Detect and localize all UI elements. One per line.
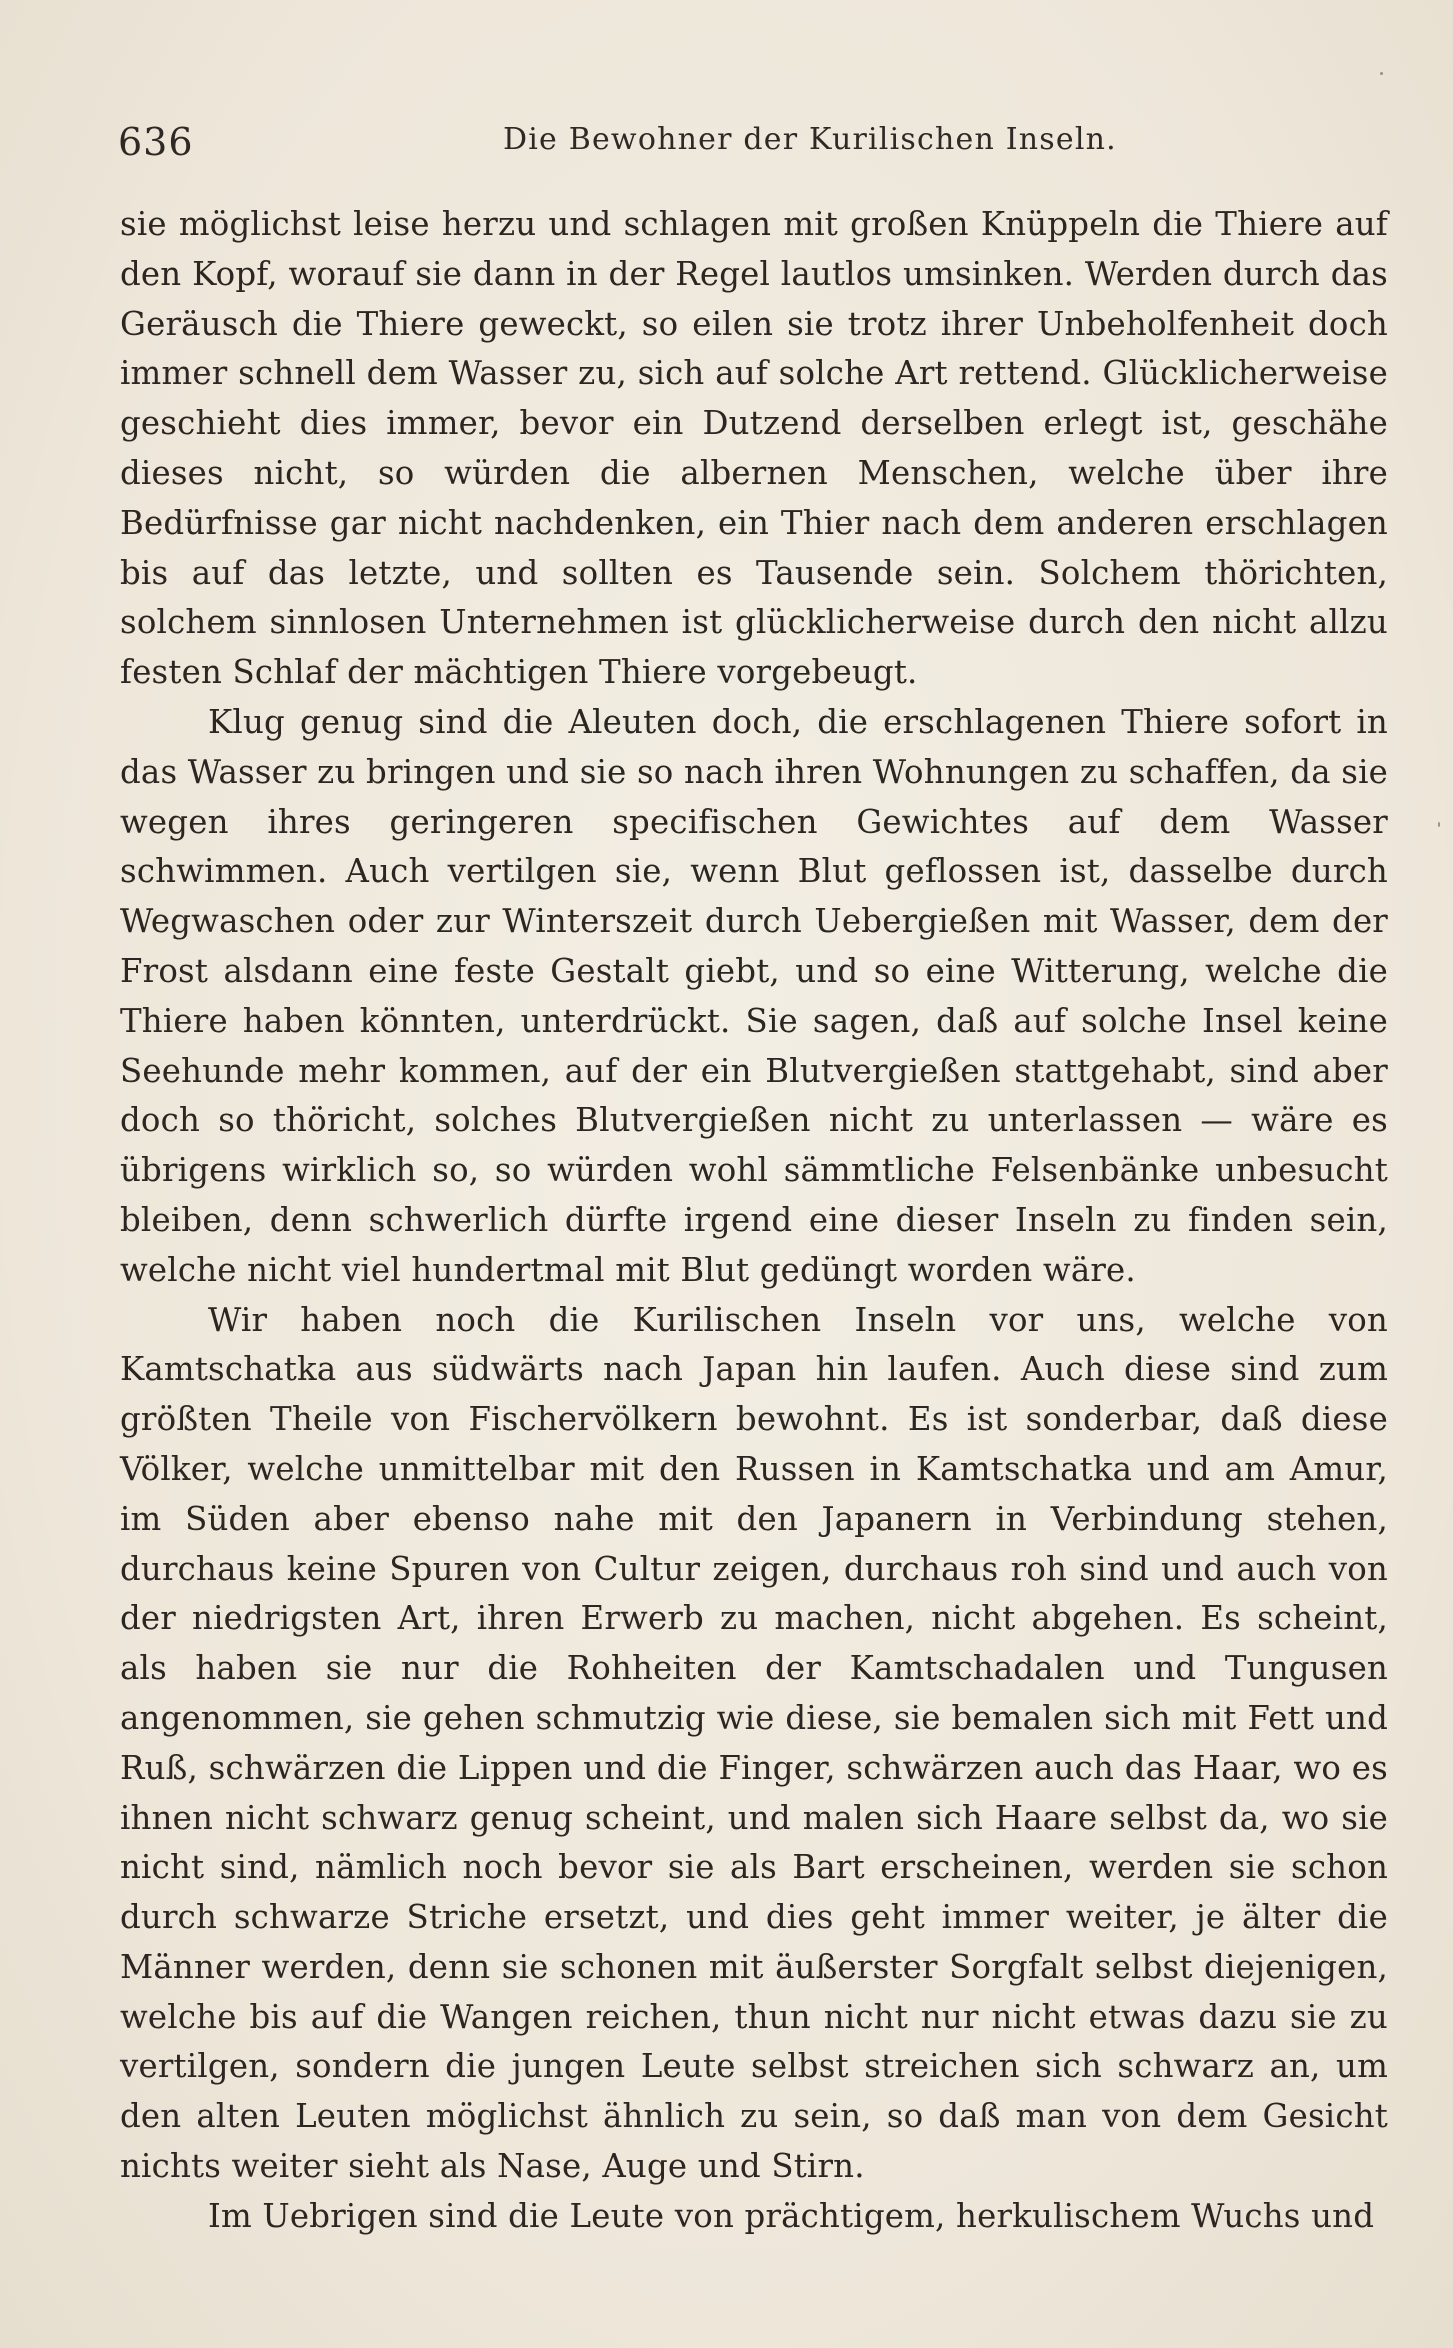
paper-speck xyxy=(1380,72,1383,75)
paragraph-1: sie möglichst leise herzu und schlagen mit großen Knüppeln die Thiere auf den Kopf, worauf sie dann in der Regel lautlos umsinken. Werden durch das Geräusch die Thiere geweckt, so eilen sie trotz ihrer Unbeholfenheit doch immer schnell dem Wasser zu, sich auf solche Art rettend. Glücklicherweise geschieht dies immer, bevor ein Dutzend derselben erlegt ist, geschähe dieses nicht, so würden die albernen Menschen, welche über ihre Bedürfnisse gar nicht nachdenken, ein Thier nach dem anderen erschlagen bis auf das letzte, und sollten es Tausende sein. Solchem thörichten, solchem sinnlosen Unternehmen ist glücklicherweise durch den nicht allzu festen Schlaf der mächtigen Thiere vorgebeugt. xyxy=(120,205,1388,692)
page-header xyxy=(118,118,1330,168)
running-title: Die Bewohner der Kurilischen Inseln. xyxy=(503,122,1117,157)
paragraph-4: Im Uebrigen sind die Leute von prächtigem, herkulischem Wuchs und xyxy=(208,2196,1375,2235)
body-text xyxy=(120,200,1388,2242)
page-number: 636 xyxy=(118,120,194,164)
paragraph-3: Wir haben noch die Kurilischen Inseln vor uns, welche von Kamtschatka aus südwärts nach Japan hin laufen. Auch diese sind zum größten Theile von Fischervölkern bewohnt. Es ist sonderbar, daß diese Völker, welche unmittelbar mit den Russen in Kamtschatka und am Amur, im Süden aber ebenso nahe mit den Japanern in Verbindung stehen, durchaus keine Spuren von Cultur zeigen, durchaus roh sind und auch von der niedrigsten Art, ihren Erwerb zu machen, nicht abgehen. Es scheint, als haben sie nur die Rohheiten der Kamtschadalen und Tungusen angenommen, sie gehen schmutzig wie diese, sie bemalen sich mit Fett und Ruß, schwärzen die Lippen und die Finger, schwärzen auch das Haar, wo es ihnen nicht schwarz genug scheint, und malen sich Haare selbst da, wo sie nicht sind, nämlich noch bevor sie als Bart erscheinen, werden sie schon durch schwarze Striche ersetzt, und dies geht immer weiter, je älter die Männer werden, denn sie schonen mit äußerster Sorgfalt selbst diejenigen, welche bis auf die Wangen reichen, thun nicht nur nicht etwas dazu sie zu vertilgen, sondern die jungen Leute selbst streichen sich schwarz an, um den alten Leuten möglichst ähnlich zu sein, so daß man von dem Gesicht nichts weiter sieht als Nase, Auge und Stirn. xyxy=(120,1300,1388,2186)
paper-speck xyxy=(1438,822,1440,827)
paragraph-2: Klug genug sind die Aleuten doch, die erschlagenen Thiere sofort in das Wasser zu bringen und sie so nach ihren Wohnungen zu schaffen, da sie wegen ihres geringeren specifischen Gewichtes auf dem Wasser schwimmen. Auch vertilgen sie, wenn Blut geflossen ist, dasselbe durch Wegwaschen oder zur Winterszeit durch Uebergießen mit Wasser, dem der Frost alsdann eine feste Gestalt giebt, und so eine Witterung, welche die Thiere haben könnten, unterdrückt. Sie sagen, daß auf solche Insel keine Seehunde mehr kommen, auf der ein Blutvergießen stattgehabt, sind aber doch so thöricht, solches Blutvergießen nicht zu unterlassen — wäre es übrigens wirklich so, so würden wohl sämmtliche Felsenbänke unbesucht bleiben, denn schwerlich dürfte irgend eine dieser Inseln zu finden sein, welche nicht viel hundertmal mit Blut gedüngt worden wäre. xyxy=(120,702,1388,1289)
